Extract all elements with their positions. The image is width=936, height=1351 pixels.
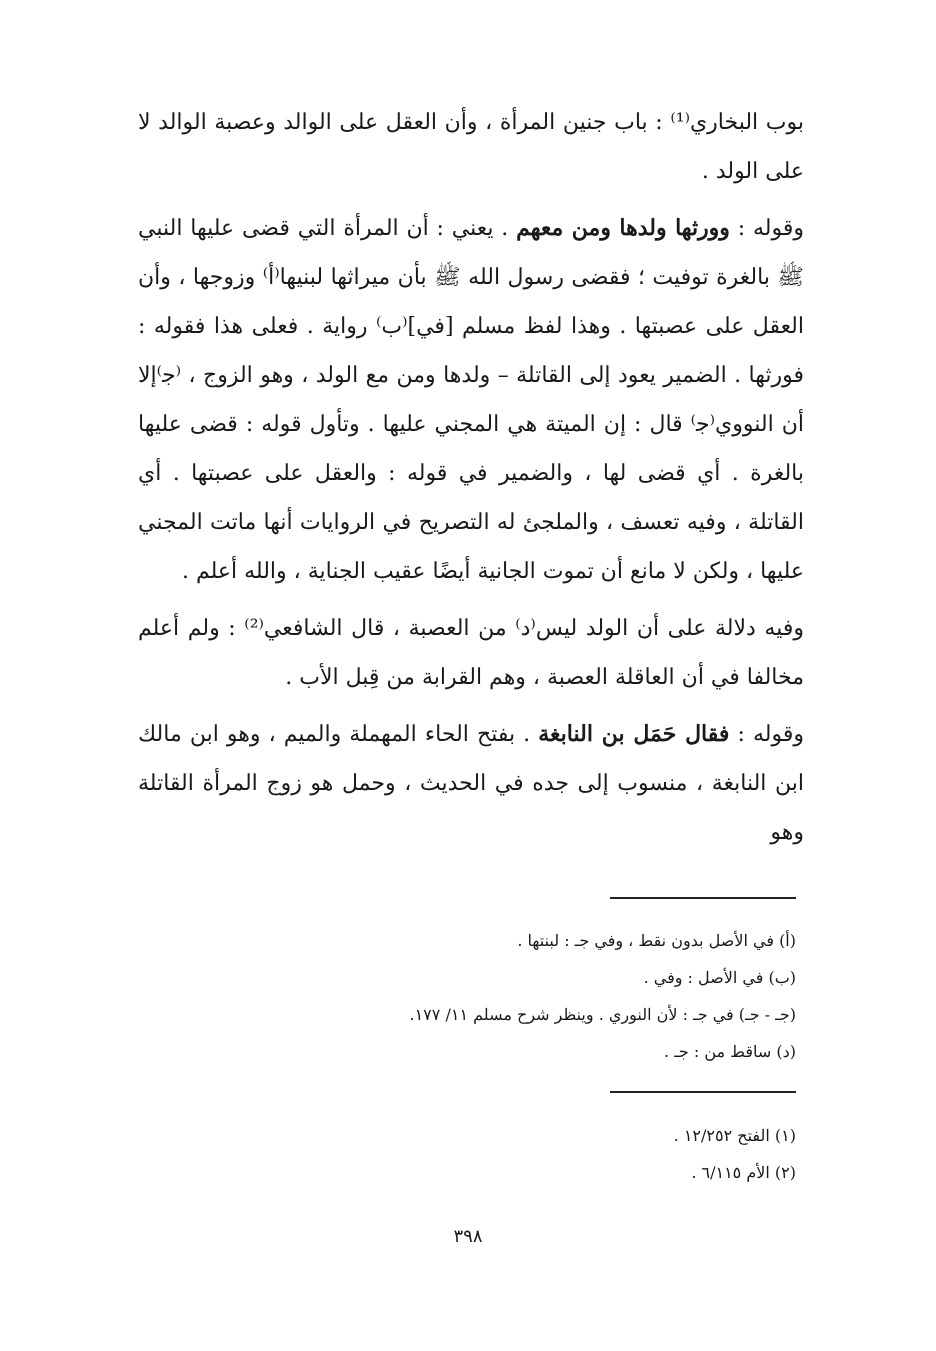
variant-note: (ب) في الأصل : وفي . [643, 968, 796, 987]
paragraph-4: وقوله : فقال حَمَل بن النابغة . بفتح الحاء المهملة والميم ، وهو ابن مالك ابن النابغة ، منسوب إلى جده في الحديث ، وحمل هو زوج المرأة القاتلة وهو [138, 721, 804, 845]
source-footnotes [300, 1117, 796, 1191]
paragraph-2-bold-phrase: وورثها ولدها ومن معهم [516, 215, 730, 241]
paragraph-2: وقوله : وورثها ولدها ومن معهم . يعني : أن المرأة التي قضى عليها النبي ﷺ بالغرة توفيت ؛ فقضى رسول الله ﷺ بأن ميراثها لبنيها⁽أ⁾ وزوجها ، وأن العقل على عصبتها . وهذا لفظ مسلم [في]⁽ب⁾ رواية . فعلى هذا فقوله : فورثها . الضمير يعود إلى القاتلة – ولدها ومن مع الولد ، وهو الزوج ، ⁽ﺟ⁾إلا أن النووي⁽ﺟ⁾ قال : إن الميتة هي المجني عليها . وتأول قوله : قضى عليها بالغرة . أي قضى لها ، والضمير في قوله : والعقل على عصبتها . أي القاتلة ، وفيه تعسف ، والملجئ له التصريح في الروايات أنها ماتت المجني عليها ، ولكن لا مانع أن تموت الجانية أيضًا عقيب الجناية ، والله أعلم . [138, 215, 804, 584]
variant-note: (أ) في الأصل بدون نقط ، وفي جـ : لبنتها . [517, 931, 796, 950]
main-text-body [138, 98, 804, 865]
paragraph-4-body: بفتح الحاء المهملة والميم ، وهو ابن مالك ابن النابغة ، منسوب إلى جده في الحديث ، وحمل هو زوج المرأة القاتلة وهو [138, 722, 804, 845]
paragraph-2-lead: وقوله : [729, 216, 804, 241]
source-note: (٢) الأم ٦/١١٥ . [691, 1163, 796, 1182]
footnote-divider-sources [610, 1091, 796, 1093]
paragraph-4-bold-phrase: فقال حَمَل بن النابغة [538, 721, 730, 747]
paragraph-3: وفيه دلالة على أن الولد ليس⁽د⁾ من العصبة ، قال الشافعي⁽²⁾ : ولم أعلم مخالفا في أن العاقلة العصبة ، وهم القرابة من قِبل الأب . [138, 616, 804, 690]
paragraph-4-lead: وقوله : [729, 722, 804, 747]
source-note: (١) الفتح ١٢/٢٥٢ . [673, 1126, 796, 1145]
paragraph-1: بوب البخاري⁽¹⁾ : باب جنين المرأة ، وأن العقل على الوالد وعصبة الوالد لا على الولد . [138, 110, 804, 184]
variant-note: (د) ساقط من : جـ . [664, 1042, 796, 1061]
page-number: ٣٩٨ [453, 1226, 483, 1247]
variant-footnotes [300, 922, 796, 1070]
variant-note: (جـ - جـ) في جـ : لأن النوري . وينظر شرح مسلم ١١/ ١٧٧. [409, 1005, 796, 1024]
footnote-divider-variants [610, 897, 796, 899]
paragraph-2-body: يعني : أن المرأة التي قضى عليها النبي ﷺ بالغرة توفيت ؛ فقضى رسول الله ﷺ بأن ميراثها لبنيها⁽أ⁾ وزوجها ، وأن العقل على عصبتها . وهذا لفظ مسلم [في]⁽ب⁾ رواية . فعلى هذا فقوله : فورثها . الضمير يعود إلى القاتلة – ولدها ومن مع الولد ، وهو الزوج ، ⁽ﺟ⁾إلا أن النووي⁽ﺟ⁾ قال : إن الميتة هي المجني عليها . وتأول قوله : قضى عليها بالغرة . أي قضى لها ، والضمير في قوله : والعقل على عصبتها . أي القاتلة ، وفيه تعسف ، والملجئ له التصريح في الروايات أنها ماتت المجني عليها ، ولكن لا مانع أن تموت الجانية أيضًا عقيب الجناية ، والله أعلم . [138, 216, 804, 584]
